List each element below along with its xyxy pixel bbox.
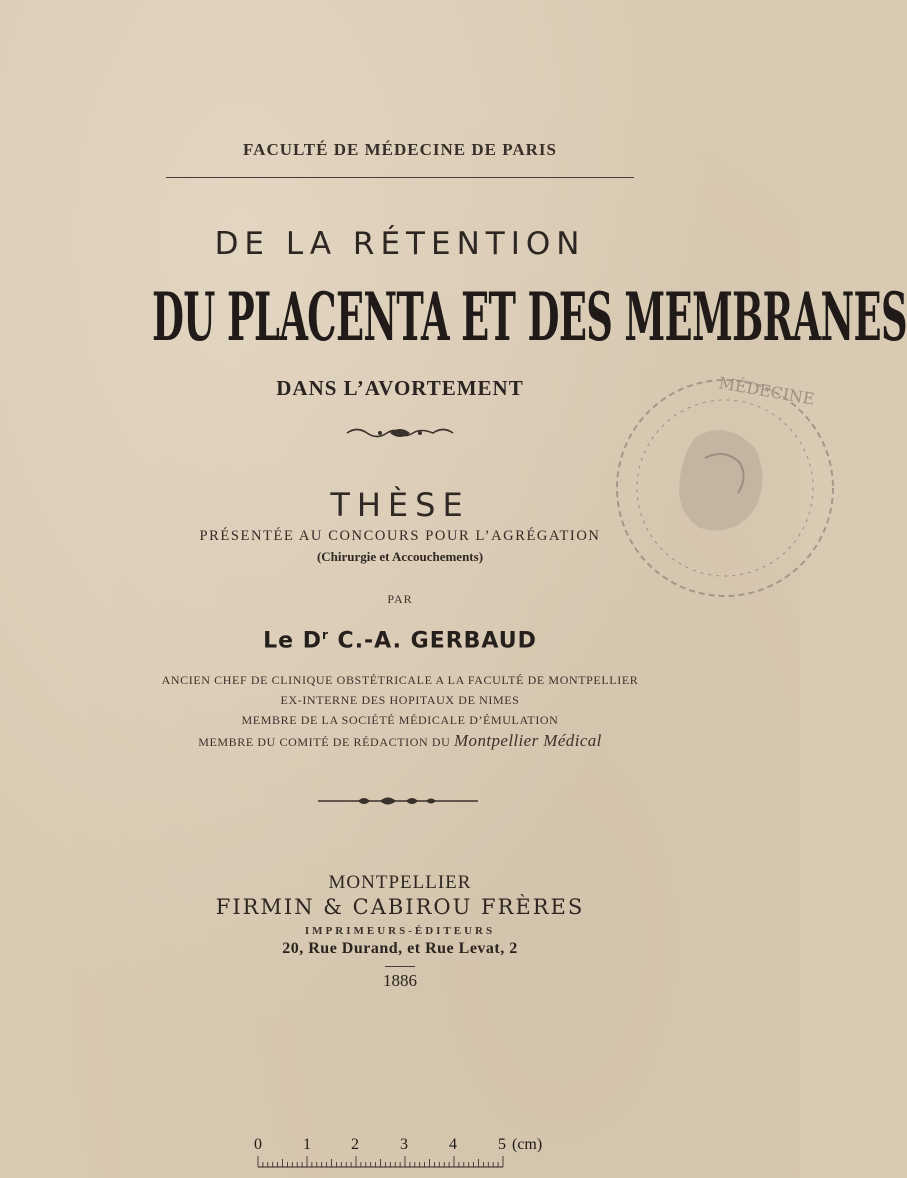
credential-line: EX-INTERNE DES HOPITAUX DE NIMES: [280, 693, 520, 707]
title-line-1: DE LA RÉTENTION: [214, 226, 586, 262]
title-line-3: DANS L’AVORTEMENT: [276, 376, 524, 400]
scale-label: 2: [351, 1136, 359, 1153]
title-line-2: DU PLACENTA ET DES MEMBRANES: [152, 278, 907, 356]
section-line: (Chirurgie et Accouchements): [316, 549, 484, 564]
scale-unit: (cm): [512, 1136, 543, 1153]
ornament-divider-icon: [345, 424, 455, 442]
stamp-text: MÉDECINE: [717, 373, 816, 409]
thesis-label: THÈSE: [330, 486, 470, 524]
scale-label: 4: [449, 1136, 457, 1153]
author-prefix: Le D: [263, 628, 322, 654]
measurement-scale: [240, 1136, 560, 1172]
presented-line: PRÉSENTÉE AU CONCOURS POUR L’AGRÉGATION: [199, 528, 601, 544]
scale-label: 1: [303, 1136, 311, 1153]
city: MONTPELLIER: [328, 872, 472, 893]
publisher-role: IMPRIMEURS-ÉDITEURS: [304, 925, 496, 937]
scale-bar: [258, 1156, 503, 1168]
faculty-heading: FACULTÉ DE MÉDECINE DE PARIS: [243, 140, 557, 159]
year-rule: [385, 966, 415, 967]
scale-label: 0: [254, 1136, 262, 1153]
publisher: FIRMIN & CABIROU FRÈRES: [215, 895, 585, 919]
credential-line: ANCIEN CHEF DE CLINIQUE OBSTÉTRICALE A LA FACULTÉ DE MONTPELLIER: [161, 673, 639, 687]
par-line: PAR: [387, 592, 413, 606]
author-name: [0, 628, 800, 653]
ornament-rule-icon: [318, 794, 478, 808]
author-name-text: C.-A. GERBAUD: [328, 628, 537, 654]
scale-label: 5: [498, 1136, 506, 1153]
library-stamp-icon: [600, 368, 816, 608]
journal-name: Montpellier Médical: [453, 731, 602, 750]
committee-prefix: MEMBRE DU COMITÉ DE RÉDACTION DU: [198, 735, 454, 749]
author-sup: r: [321, 628, 329, 642]
scale-label: 3: [400, 1136, 408, 1153]
faculty-rule: [166, 177, 634, 178]
credential-line: MEMBRE DE LA SOCIÉTÉ MÉDICALE D’ÉMULATION: [241, 713, 559, 727]
publisher-address: 20, Rue Durand, et Rue Levat, 2: [282, 940, 518, 957]
committee-line: [0, 731, 800, 751]
publication-year: 1886: [383, 971, 417, 990]
